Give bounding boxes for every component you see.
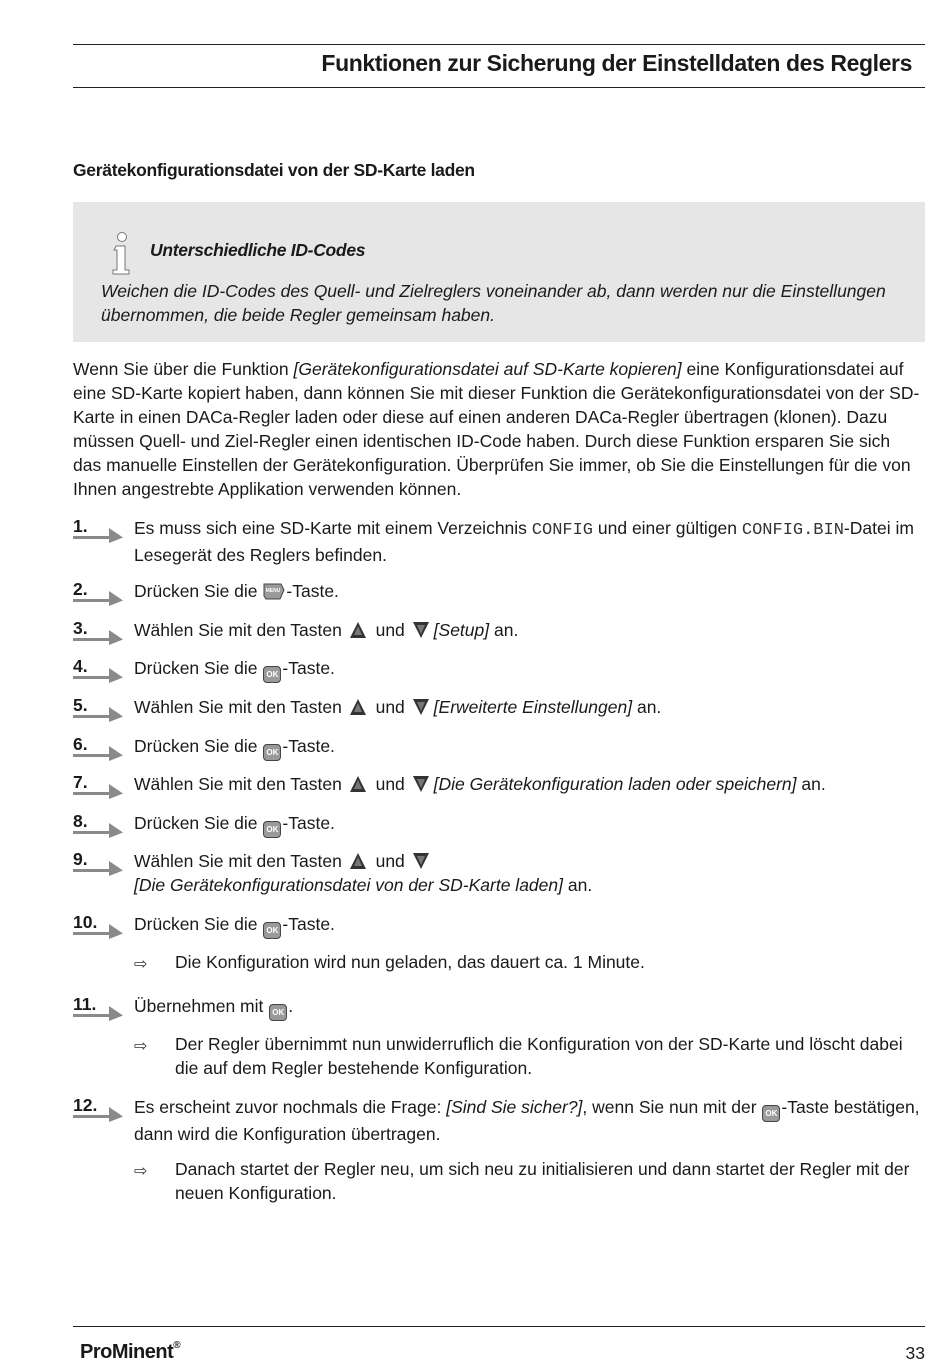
step-text-part: und einer gültigen (593, 518, 742, 538)
step-number: 9. (73, 849, 88, 869)
step-text-part: Es muss sich eine SD-Karte mit einem Verzeichnis (134, 518, 532, 538)
note-text: Weichen die ID-Codes des Quell- und Zielreglers voneinander ab, dann werden nur die Einstellungen übernommen, die beide Regler gemeinsam haben. (101, 281, 886, 325)
step-number: 6. (73, 734, 88, 754)
step-text (134, 579, 926, 603)
step-text-part: -Taste bestätigen, dann wird die Konfiguration übertragen. (134, 1097, 920, 1144)
step-number: 1. (73, 516, 88, 536)
step-number: 11. (73, 994, 97, 1014)
header-top-rule (73, 44, 925, 45)
step-text (134, 618, 926, 642)
result-arrow-icon: ⇨ (134, 1163, 148, 1180)
prominent-logo (80, 1340, 180, 1364)
step-text (134, 811, 926, 838)
step-text-part: , wenn Sie nun mit der (582, 1097, 762, 1117)
step-text-part: und (370, 851, 410, 871)
step-arrow-icon (73, 858, 125, 876)
step-text-part: Übernehmen mit (134, 996, 269, 1016)
result-text: Danach startet der Regler neu, um sich neu zu initialisieren und dann startet der Regler mit der neuen Konfiguration. (175, 1159, 910, 1203)
step-arrow-icon (73, 588, 125, 606)
result-text: Die Konfiguration wird nun geladen, das dauert ca. 1 Minute. (175, 952, 645, 972)
step-arrow-icon (73, 1003, 125, 1021)
step-arrow-icon (73, 704, 125, 722)
step-text-part: Drücken Sie die (134, 813, 263, 833)
step-text (134, 912, 926, 939)
footer-rule (73, 1326, 925, 1327)
ok-key-icon: OK (263, 821, 281, 838)
down-arrow-key-icon (412, 698, 430, 716)
step-text-part: Wählen Sie mit den Tasten (134, 620, 347, 640)
result-arrow-icon: ⇨ (134, 956, 148, 973)
step-arrow-icon (73, 627, 125, 645)
step-text-part: Wählen Sie mit den Tasten (134, 774, 347, 794)
page-number: 33 (905, 1343, 925, 1363)
config-file-code: CONFIG.BIN (741, 521, 844, 540)
menu-item-name: [Die Gerätekonfigurationsdatei von der SD-Karte laden] (134, 875, 563, 895)
step-text-part: Drücken Sie die (134, 581, 263, 601)
up-arrow-key-icon (349, 698, 367, 716)
result-arrow-icon: ⇨ (134, 1038, 148, 1055)
step-text-part: Wählen Sie mit den Tasten (134, 851, 347, 871)
ok-key-icon: OK (263, 922, 281, 939)
step-number: 10. (73, 912, 98, 932)
step-arrow-icon (73, 743, 125, 761)
config-folder-code: CONFIG (531, 521, 594, 540)
step-text (134, 849, 926, 897)
step-number: 7. (73, 772, 88, 792)
intro-paragraph (73, 357, 923, 501)
step-text (134, 516, 926, 567)
up-arrow-key-icon (349, 621, 367, 639)
result-text: Der Regler übernimmt nun unwiderruflich die Konfiguration von der SD-Karte und löscht dabei die auf dem Regler bestehende Konfiguration. (175, 1034, 903, 1078)
step-text-part: . (288, 996, 294, 1016)
step-text-part: an. (563, 875, 593, 895)
step-arrow-icon (73, 820, 125, 838)
header-bottom-rule (73, 87, 925, 88)
menu-item-name: [Die Gerätekonfiguration laden oder speichern] (433, 774, 797, 794)
down-arrow-key-icon (412, 621, 430, 639)
step-number: 12. (73, 1095, 98, 1115)
down-arrow-key-icon (412, 775, 430, 793)
info-note (73, 202, 925, 342)
intro-text-before: Wenn Sie über die Funktion (73, 359, 294, 379)
step-arrow-icon (73, 921, 125, 939)
info-icon (107, 232, 133, 276)
ok-key-icon: OK (263, 666, 281, 683)
step-text-part: Es erscheint zuvor nochmals die Frage: (134, 1097, 447, 1117)
step-text-part: und (370, 697, 410, 717)
step-text (134, 695, 926, 719)
step-arrow-icon (73, 781, 125, 799)
logo-registered-mark: ® (173, 1340, 181, 1351)
step-text (134, 734, 926, 761)
step-text (134, 772, 926, 796)
menu-key-icon (263, 582, 285, 601)
step-number: 2. (73, 579, 88, 599)
menu-key-label: MENU (266, 588, 281, 594)
step-text-part: -Taste. (282, 813, 335, 833)
dialog-question: [Sind Sie sicher?] (446, 1097, 583, 1117)
step-text-part: Drücken Sie die (134, 736, 263, 756)
step-number: 8. (73, 811, 88, 831)
up-arrow-key-icon (349, 775, 367, 793)
down-arrow-key-icon (412, 852, 430, 870)
page-title: Funktionen zur Sicherung der Einstelldaten des Reglers (321, 50, 912, 76)
logo-text: ProMinent (80, 1341, 174, 1363)
step-text-part: an. (796, 774, 826, 794)
section-title: Gerätekonfigurationsdatei von der SD-Karte laden (73, 160, 475, 180)
note-heading: Unterschiedliche ID-Codes (150, 240, 366, 260)
step-text-part: Wählen Sie mit den Tasten (134, 697, 347, 717)
ok-key-icon: OK (762, 1105, 780, 1122)
ok-key-icon: OK (269, 1004, 287, 1021)
menu-item-name: [Setup] (433, 620, 490, 640)
step-text-part: Drücken Sie die (134, 658, 263, 678)
step-text-part: an. (632, 697, 662, 717)
step-number: 5. (73, 695, 88, 715)
step-text-part: Drücken Sie die (134, 914, 263, 934)
step-text-part: und (370, 774, 410, 794)
step-text-part: und (370, 620, 410, 640)
step-text (134, 1095, 926, 1146)
step-text-part: -Taste. (282, 736, 335, 756)
step-text-part: -Taste. (282, 658, 335, 678)
step-text (134, 994, 926, 1021)
menu-item-name: [Erweiterte Einstellungen] (433, 697, 633, 717)
step-number: 3. (73, 618, 88, 638)
intro-text-after: eine Konfigurationsdatei auf eine SD-Karte kopiert haben, dann können Sie mit dieser Funktion die Gerätekonfigurationsdatei von der SD-Karte in einen DACa-Regler laden oder diese auf einen anderen DACa-Regler übertragen (klonen). Dazu müssen Quell- und Ziel-Regler einen identischen ID-Code haben. Durch diese Funktion ersparen Sie sich das manuelle Einstellen der Gerätekonfiguration. Überprüfen Sie immer, ob Sie die Einstellungen für die von Ihnen angestrebte Applikation verwenden können. (73, 359, 920, 499)
step-text-part: -Taste. (282, 914, 335, 934)
step-text-part: -Taste. (286, 581, 339, 601)
step-number: 4. (73, 656, 88, 676)
step-text (134, 656, 926, 683)
intro-function-name: [Gerätekonfigurationsdatei auf SD-Karte kopieren] (293, 359, 682, 379)
step-arrow-icon (73, 525, 125, 543)
up-arrow-key-icon (349, 852, 367, 870)
step-arrow-icon (73, 1104, 125, 1122)
step-text-part: -Datei im Lesegerät des Reglers befinden. (134, 518, 914, 565)
step-arrow-icon (73, 665, 125, 683)
step-text-part: an. (489, 620, 519, 640)
ok-key-icon: OK (263, 744, 281, 761)
